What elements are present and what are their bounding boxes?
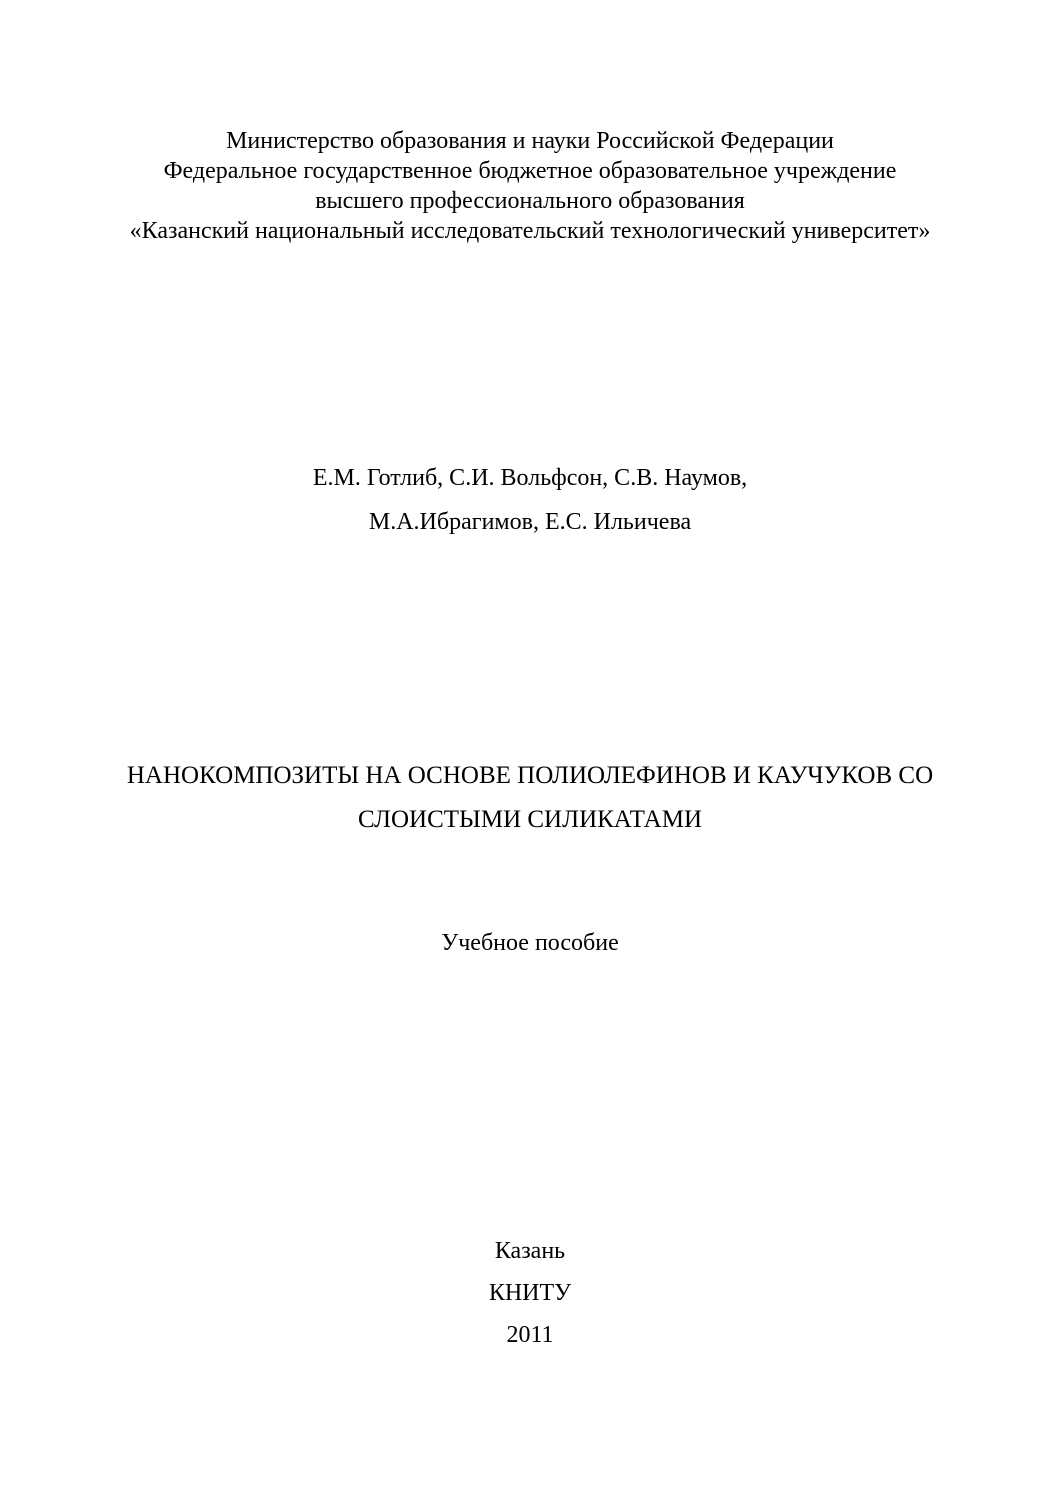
imprint <box>0 1230 1060 1356</box>
authors-line: Е.М. Готлиб, С.И. Вольфсон, С.В. Наумов, <box>312 465 748 491</box>
imprint-year: 2011 <box>506 1322 554 1348</box>
book-title <box>0 754 1060 842</box>
authors-line: М.А.Ибрагимов, Е.С. Ильичева <box>368 509 692 535</box>
book-title-line: НАНОКОМПОЗИТЫ НА ОСНОВЕ ПОЛИОЛЕФИНОВ И КАУЧУКОВ СО <box>126 762 934 789</box>
university-name-line: «Казанский национальный исследовательский технологический университет» <box>129 218 931 244</box>
institution-type-line: Федеральное государственное бюджетное образовательное учреждение <box>163 158 897 184</box>
authors <box>0 456 1060 544</box>
imprint-publisher: КНИТУ <box>488 1280 572 1306</box>
ministry-line: Министерство образования и науки Российской Федерации <box>226 128 834 154</box>
ministry-header <box>0 126 1060 246</box>
book-title-line: СЛОИСТЫМИ СИЛИКАТАМИ <box>357 806 703 833</box>
imprint-city: Казань <box>494 1238 566 1264</box>
education-level-line: высшего профессионального образования <box>315 188 745 214</box>
document-type-label: Учебное пособие <box>441 930 619 956</box>
document-type <box>0 928 1060 958</box>
